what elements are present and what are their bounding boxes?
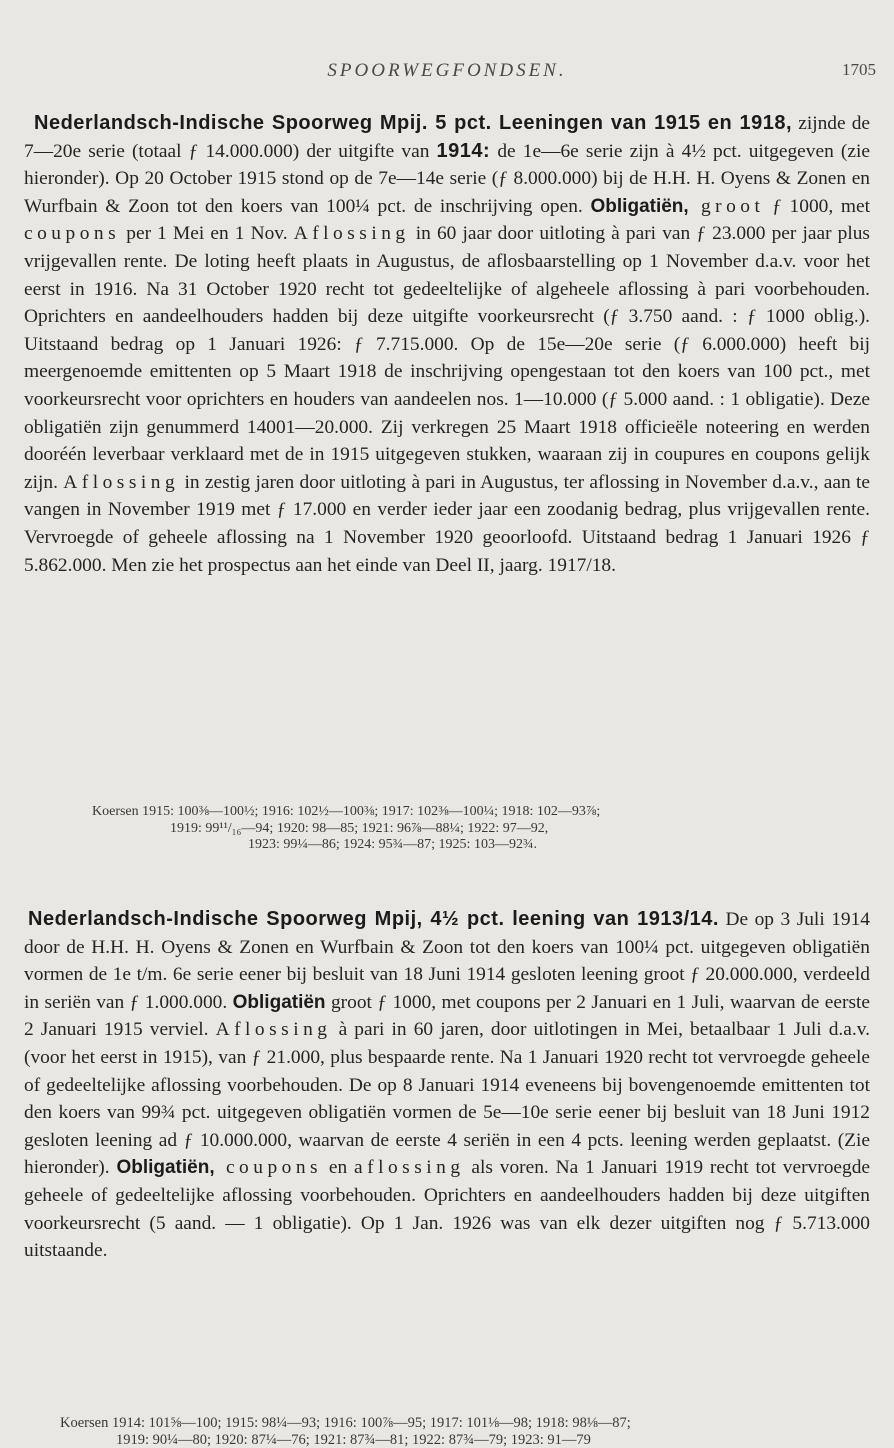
section-paragraph [24, 110, 870, 579]
body-text: per 1 Mei en 1 Nov. [120, 223, 294, 244]
price-history-line: 1923: 99¼—86; 1924: 95¾—87; 1925: 103—92¾. [92, 837, 600, 854]
spaced-word-coupons: coupons [24, 223, 120, 244]
keyword-obligatien: Obligatiën, [591, 196, 689, 217]
section-5pct-loans [24, 110, 870, 579]
running-head [0, 60, 894, 90]
spaced-word-aflossing: aflossing [354, 1157, 465, 1178]
keyword-obligatien: Obligatiën, [116, 1157, 214, 1178]
section-heading: Nederlandsch-Indische Spoorweg Mpij. 5 pct. Leeningen van 1915 en 1918, [34, 112, 792, 134]
spaced-word-groot: groot [689, 196, 765, 217]
spaced-word-aflossing: Aflossing [294, 223, 410, 244]
body-text: zijnde de 7—20e serie (totaal ƒ 14.000.000) der uitgifte van [24, 113, 870, 162]
spaced-word-aflossing: Aflossing [216, 1019, 332, 1040]
body-text: à pari in 60 jaren, door uitlotingen in Mei, betaalbaar 1 Juli d.a.v. (voor het eerst in 1915), van ƒ 21.000, plus bespaarde rente. Na 1 Januari 1920 recht tot vervroegde geheele of gedeeltelijke aflossing voorbehouden. De op 8 Januari 1914 eveneens bij bovengenoemde emittenten tot den koers van 99¾ pct. uitgegeven obligatiën vormen de 5e—10e serie eener bij besluit van 18 Juni 1912 gesloten leening ad ƒ 10.000.000, waarvan de eerste 4 seriën in een 4 pcts. leening werden geplaatst. (Zie hieronder). [24, 1019, 870, 1178]
body-text: de 1e—6e serie zijn à 4½ pct. uitgegeven (zie hieronder). Op 20 October 1915 stond op de 7e—14e serie (ƒ 8.000.000) bij de H.H. H. Oyens & Zonen en Wurfbain & Zoon tot den koers van 100¼ pct. de inschrijving open. [24, 141, 870, 217]
year-1914-label: 1914: [437, 140, 491, 162]
price-history-line: 1919: 90¼—80; 1920: 87¼—76; 1921: 87¾—81; 1922: 87¾—79; 1923: 91—79 [60, 1432, 631, 1448]
price-history-line: Koersen 1915: 100⅜—100½; 1916: 102½—100⅜; 1917: 102⅜—100¼; 1918: 102—93⅞; [92, 804, 600, 821]
body-text: in zestig jaren door uitloting à pari in Augustus, ter aflossing in November d.a.v., aan te vangen in November 1919 met ƒ 17.000 en verder ieder jaar een zoodanig bedrag, plus vrijgevallen rente. Vervroegde of geheele aflossing na 1 November 1920 geoorloofd. Uitstaand bedrag 1 Januari 1926 ƒ 5.862.000. Men zie het prospectus aan het einde van Deel II, jaarg. 1917/18. [24, 472, 870, 576]
keyword-obligatien: Obligatiën [233, 992, 326, 1013]
body-text: en [322, 1157, 354, 1178]
section-paragraph [24, 906, 870, 1265]
section-heading: Nederlandsch-Indische Spoorweg Mpij, 4½ pct. leening van 1913/14. [28, 908, 719, 930]
section-4half-pct-loan [24, 906, 870, 1265]
price-history [60, 1415, 631, 1448]
spaced-word-coupons: coupons [215, 1157, 322, 1178]
price-history [92, 804, 600, 854]
body-text: De op 3 Juli 1914 door de H.H. H. Oyens & Zonen en Wurfbain & Zoon tot den koers van 100¼ pct. uitgegeven obligatiën vormen de 1e t/m. 6e serie eener bij besluit van 18 Juni 1914 gesloten leening groot ƒ 20.000.000, verdeeld in seriën van ƒ 1.000.000. [24, 909, 870, 1013]
price-history-line: 1919: 99¹¹/₁₆—94; 1920: 98—85; 1921: 96⅞—88¼; 1922: 97—92, [92, 821, 600, 838]
spaced-word-aflossing: Aflossing [63, 472, 179, 493]
body-text: als voren. Na 1 Januari 1919 recht tot vervroegde geheele of gedeeltelijke aflossing voorbehouden. Oprichters en aandeelhouders hadden bij deze uitgiften voorkeursrecht (5 aand. — 1 obligatie). Op 1 Jan. 1926 was van elk dezer uitgiften nog ƒ 5.713.000 uitstaande. [24, 1157, 870, 1261]
body-text: ƒ 1000, met [764, 196, 870, 217]
body-text: in 60 jaar door uitloting à pari van ƒ 23.000 per jaar plus vrijgevallen rente. De loting heeft plaats in Augustus, de aflosbaarstelling op 1 November d.a.v. voor het eerst in 1916. Na 31 October 1920 recht tot gedeeltelijke of algeheele aflossing à pari voorbehouden. Oprichters en aandeelhouders hadden bij deze uitgifte voorkeursrecht (ƒ 3.750 aand. : ƒ 1000 oblig.). Uitstaand bedrag op 1 Januari 1926: ƒ 7.715.000. Op de 15e—20e serie (ƒ 6.000.000) heeft bij meergenoemde emittenten op 5 Maart 1918 de inschrijving opengestaan tot den koers van 100 pct., met voorkeursrecht voor oprichters en houders van aandeelen nos. 1—10.000 (ƒ 5.000 aand. : 1 obligatie). Deze obligatiën zijn genummerd 14001—20.000. Zij verkregen 25 Maart 1918 officieële noteering en werden dooréén leverbaar verklaard met de in 1915 uitgegeven stukken, waaraan zij in coupures en coupons gelijk zijn. [24, 223, 870, 492]
page-number: 1705 [842, 60, 876, 80]
price-history-line: Koersen 1914: 101⅝—100; 1915: 98¼—93; 1916: 100⅞—95; 1917: 101⅛—98; 1918: 98⅛—87; [60, 1415, 631, 1432]
running-head-title: SPOORWEGFONDSEN. [0, 60, 894, 82]
body-text: groot ƒ 1000, met coupons per 2 Januari en 1 Juli, waarvan de eerste 2 Januari 1915 verviel. [24, 992, 870, 1041]
